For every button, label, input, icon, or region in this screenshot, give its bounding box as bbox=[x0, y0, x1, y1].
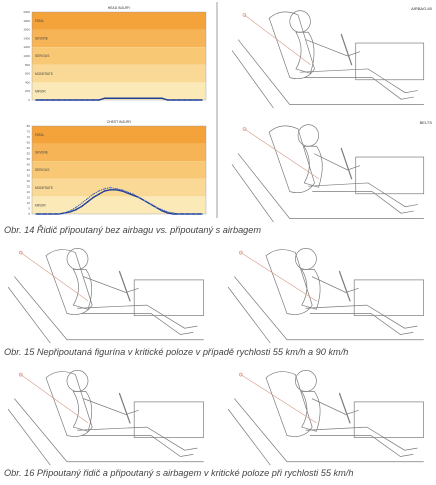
data-point bbox=[104, 190, 106, 192]
zone-label: SERIOUS bbox=[35, 54, 50, 59]
data-point bbox=[52, 99, 54, 101]
seated-dummy-belts-drawing bbox=[228, 116, 434, 224]
steering-wheel bbox=[340, 272, 351, 301]
data-point bbox=[138, 97, 140, 99]
data-point bbox=[87, 99, 89, 101]
y-tick-label: 200 bbox=[24, 89, 30, 94]
figure15-caption: Obr. 15 Nepřipoutaná figurína v kritické poloze v případě rychlosti 55 km/h a 90 km/h bbox=[4, 347, 349, 357]
dummy-leg bbox=[78, 305, 198, 328]
dummy-leg bbox=[304, 78, 413, 100]
data-point bbox=[178, 213, 180, 215]
y-tick-label: 800 bbox=[24, 62, 30, 67]
y-tick-label: 55 bbox=[26, 151, 30, 156]
seat-back bbox=[269, 12, 314, 79]
data-point bbox=[115, 188, 117, 190]
belted-driver-airbag-drawing bbox=[224, 362, 434, 467]
floor-line bbox=[235, 277, 424, 340]
data-point bbox=[161, 209, 163, 211]
y-tick-label: 0 bbox=[28, 98, 30, 102]
y-tick-label: 5 bbox=[28, 206, 30, 211]
data-point bbox=[70, 99, 72, 101]
data-point bbox=[167, 211, 169, 213]
y-tick-label: 15 bbox=[26, 195, 30, 200]
data-point bbox=[110, 97, 112, 99]
y-tick-label: 1400 bbox=[23, 36, 30, 41]
seat-frame bbox=[228, 287, 270, 343]
zone-label: SERIOUS bbox=[35, 168, 50, 173]
data-point bbox=[47, 99, 49, 101]
data-point bbox=[150, 97, 152, 99]
dummy-leg bbox=[306, 427, 417, 450]
seat-frame bbox=[232, 165, 273, 222]
y-tick-label: 70 bbox=[26, 135, 30, 139]
head-injury-chart-svg bbox=[6, 4, 212, 108]
data-point bbox=[70, 210, 72, 212]
data-point bbox=[127, 191, 129, 193]
dummy-torso bbox=[302, 391, 320, 431]
data-point bbox=[195, 213, 197, 215]
data-point bbox=[52, 213, 54, 215]
y-tick-label: 40 bbox=[26, 168, 30, 172]
data-point bbox=[104, 97, 106, 99]
data-point bbox=[190, 99, 192, 101]
data-point bbox=[47, 213, 49, 215]
dummy-head bbox=[298, 125, 319, 147]
dummy-leg bbox=[306, 305, 417, 328]
zone-label: MINOR bbox=[35, 89, 46, 94]
dashboard bbox=[354, 402, 423, 438]
y-tick-label: 75 bbox=[26, 129, 30, 134]
data-point bbox=[35, 213, 37, 215]
zone-band bbox=[32, 65, 206, 83]
data-point bbox=[75, 209, 77, 211]
fig15-right-drawing bbox=[224, 240, 434, 345]
data-point bbox=[190, 213, 192, 215]
data-point bbox=[155, 207, 157, 209]
y-tick-label: 25 bbox=[26, 184, 30, 189]
dashboard bbox=[134, 280, 203, 316]
y-tick-label: 600 bbox=[24, 71, 30, 76]
dummy-leg bbox=[82, 314, 193, 335]
seat-frame bbox=[228, 409, 270, 465]
data-point bbox=[173, 99, 175, 101]
dummy-leg bbox=[300, 69, 417, 93]
zone-band bbox=[32, 196, 206, 214]
data-point bbox=[144, 200, 146, 202]
seat-frame bbox=[232, 51, 273, 108]
dummy-leg bbox=[78, 427, 198, 450]
zone-label: MINOR bbox=[35, 203, 46, 208]
data-point bbox=[178, 99, 180, 101]
data-point bbox=[173, 212, 175, 214]
data-point bbox=[155, 97, 157, 99]
steering-wheel bbox=[341, 34, 351, 64]
fig15-left-drawing bbox=[4, 240, 214, 345]
y-tick-label: 50 bbox=[26, 157, 30, 161]
y-tick-label: 1000 bbox=[23, 54, 30, 58]
y-tick-label: 1600 bbox=[23, 27, 30, 32]
data-point bbox=[121, 189, 123, 191]
y-tick-label: 1800 bbox=[23, 18, 30, 23]
data-point bbox=[98, 193, 100, 195]
chart-title: HEAD INJURY bbox=[107, 6, 131, 10]
data-point bbox=[201, 99, 203, 101]
data-point bbox=[110, 189, 112, 191]
floor-line bbox=[238, 154, 423, 219]
zone-label: FATAL bbox=[35, 19, 45, 23]
y-tick-label: 45 bbox=[26, 162, 30, 167]
zone-band bbox=[32, 82, 206, 100]
data-point bbox=[110, 187, 112, 189]
zone-band bbox=[32, 47, 206, 65]
data-point bbox=[81, 202, 83, 204]
chart-title: CHEST INJURY bbox=[106, 120, 132, 124]
seat-back bbox=[46, 250, 92, 315]
chest-injury-chart-svg bbox=[6, 118, 212, 222]
data-point bbox=[58, 213, 60, 215]
y-tick-label: 0 bbox=[28, 212, 30, 216]
steering-wheel bbox=[341, 148, 351, 178]
fig16-right-drawing bbox=[224, 362, 434, 467]
data-point bbox=[81, 206, 83, 208]
data-point bbox=[201, 213, 203, 215]
zone-label: MODERATE bbox=[35, 71, 53, 76]
zone-label: SEVERE bbox=[35, 36, 48, 41]
y-tick-label: 60 bbox=[26, 146, 30, 150]
y-tick-label: 1200 bbox=[23, 45, 30, 50]
data-point bbox=[195, 99, 197, 101]
zone-band bbox=[32, 126, 206, 144]
zone-band bbox=[32, 179, 206, 197]
seat-back bbox=[46, 372, 92, 437]
y-tick-label: 20 bbox=[26, 190, 30, 194]
dummy-leg bbox=[308, 183, 417, 207]
data-point bbox=[150, 203, 152, 205]
dashboard bbox=[356, 157, 424, 194]
data-point bbox=[75, 207, 77, 209]
zone-label: MODERATE bbox=[35, 185, 53, 190]
zone-label: FATAL bbox=[35, 133, 45, 137]
y-tick-label: 2000 bbox=[23, 10, 30, 14]
belted-driver-drawing bbox=[4, 362, 214, 467]
dummy-torso bbox=[302, 269, 320, 309]
steering-wheel bbox=[340, 394, 351, 423]
data-point bbox=[98, 99, 100, 101]
data-point bbox=[87, 201, 89, 203]
zone-label: SEVERE bbox=[35, 150, 48, 155]
seated-dummy-airbag-drawing bbox=[228, 2, 434, 110]
data-point bbox=[133, 193, 135, 195]
unbelted-dummy-55kmh-drawing bbox=[4, 240, 214, 345]
data-point bbox=[41, 99, 43, 101]
data-point bbox=[138, 197, 140, 199]
panel-label-belts: BELTS bbox=[419, 120, 432, 125]
data-point bbox=[92, 197, 94, 199]
data-point bbox=[98, 190, 100, 192]
panel-label-airbag: AIRBAG-60 bbox=[411, 6, 432, 11]
data-point bbox=[64, 99, 66, 101]
y-tick-label: 65 bbox=[26, 140, 30, 145]
fig14-belts-drawing bbox=[228, 116, 434, 224]
steering-wheel bbox=[120, 272, 131, 301]
data-point bbox=[75, 99, 77, 101]
dummy-head bbox=[295, 370, 316, 391]
zone-band bbox=[32, 30, 206, 48]
steering-wheel bbox=[120, 394, 131, 423]
figure16-caption: Obr. 16 Připoutaný řidič a připoutaný s airbagem v kritické poloze při rychlosti 55 km/h bbox=[4, 468, 354, 478]
dashboard bbox=[354, 280, 423, 316]
fig14-airbag-drawing bbox=[228, 2, 434, 110]
chest-injury-chart bbox=[6, 118, 212, 222]
data-point bbox=[87, 198, 89, 200]
data-point bbox=[35, 99, 37, 101]
fig16-left-drawing bbox=[4, 362, 214, 467]
seat-frame bbox=[8, 287, 50, 343]
data-point bbox=[167, 99, 169, 101]
data-point bbox=[121, 97, 123, 99]
data-point bbox=[133, 97, 135, 99]
data-point bbox=[104, 188, 106, 190]
data-point bbox=[184, 99, 186, 101]
data-point bbox=[127, 97, 129, 99]
data-point bbox=[41, 213, 43, 215]
zone-band bbox=[32, 161, 206, 179]
zone-band bbox=[32, 144, 206, 162]
data-point bbox=[92, 193, 94, 195]
dummy-torso bbox=[304, 146, 322, 187]
data-point bbox=[58, 99, 60, 101]
y-tick-label: 10 bbox=[26, 201, 30, 205]
head-injury-chart bbox=[6, 4, 212, 108]
seat-back bbox=[266, 250, 312, 315]
y-tick-label: 80 bbox=[26, 124, 30, 128]
data-point bbox=[115, 97, 117, 99]
data-point bbox=[81, 99, 83, 101]
dummy-leg bbox=[82, 436, 193, 457]
floor-line bbox=[235, 399, 424, 462]
chart-divider bbox=[216, 2, 218, 218]
dummy-head bbox=[295, 248, 316, 269]
dashboard bbox=[356, 43, 424, 80]
zone-band bbox=[32, 12, 206, 30]
data-point bbox=[184, 213, 186, 215]
seat-frame bbox=[8, 409, 50, 465]
data-point bbox=[144, 97, 146, 99]
y-tick-label: 400 bbox=[24, 80, 30, 85]
seat-back bbox=[266, 372, 312, 437]
data-point bbox=[92, 99, 94, 101]
unbelted-dummy-90kmh-drawing bbox=[224, 240, 434, 345]
data-point bbox=[161, 97, 163, 99]
y-tick-label: 30 bbox=[26, 179, 30, 183]
dashboard bbox=[134, 402, 203, 438]
y-tick-label: 35 bbox=[26, 173, 30, 178]
figure14-caption: Obr. 14 Řidič připoutaný bez airbagu vs. připoutaný s airbagem bbox=[4, 225, 262, 235]
data-point bbox=[64, 212, 66, 214]
seat-back bbox=[269, 126, 314, 193]
